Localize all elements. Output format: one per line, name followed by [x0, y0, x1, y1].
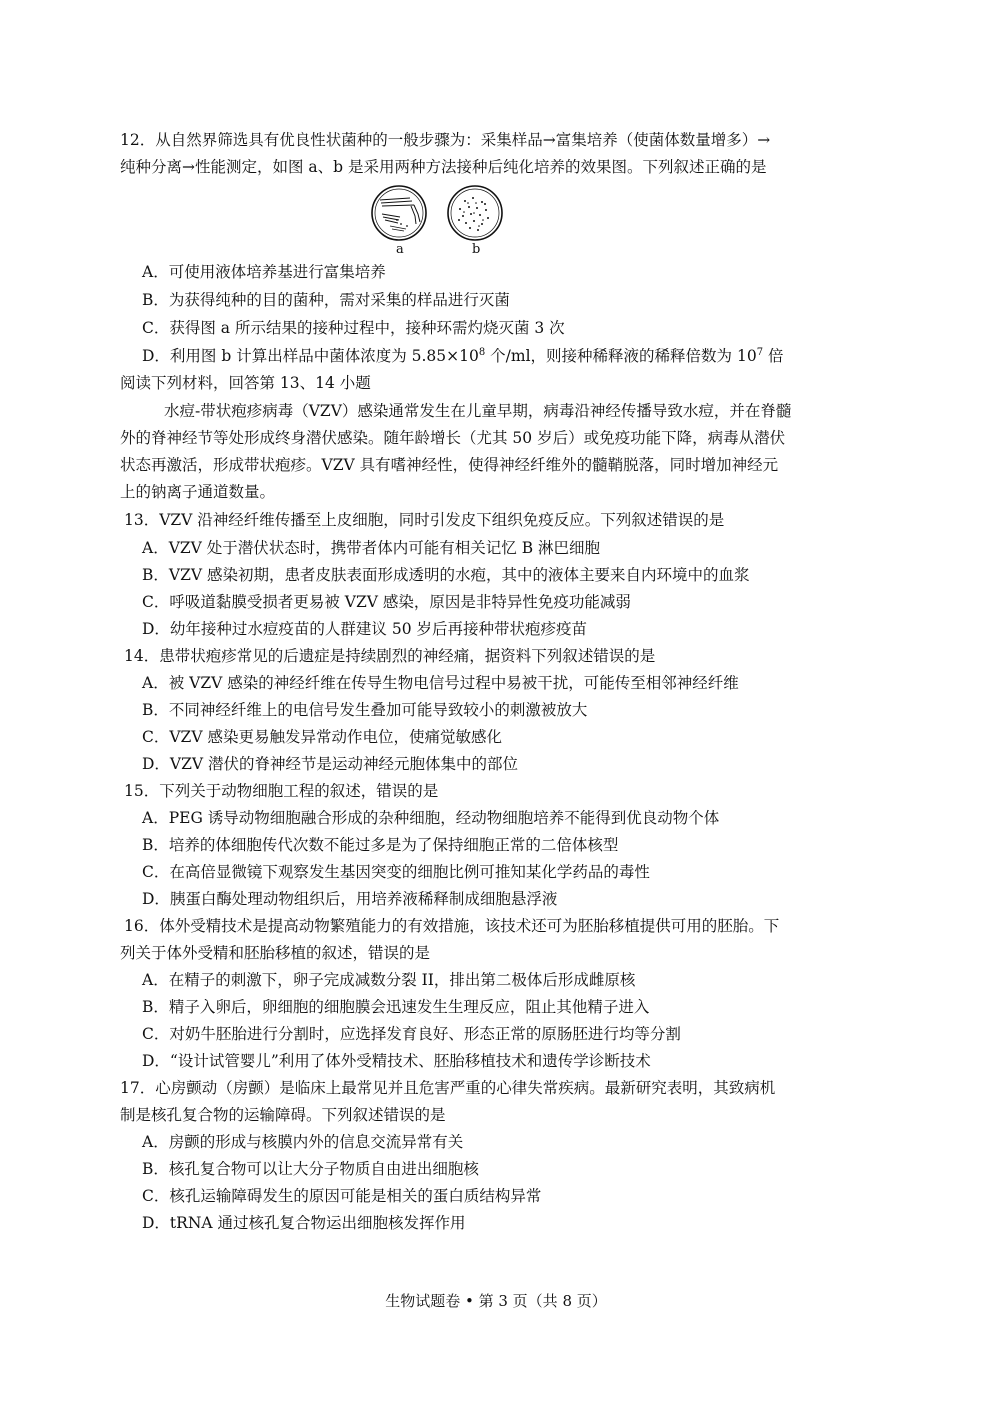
- q15-option-b: B．培养的体细胞传代次数不能过多是为了保持细胞正常的二倍体核型: [142, 836, 619, 854]
- material-paragraph-line1: 水痘-带状疱疹病毒（VZV）感染通常发生在儿童早期，病毒沿神经传播导致水痘，并在脊髓: [164, 402, 792, 420]
- q14-option-d: D．VZV 潜伏的脊神经节是运动神经元胞体集中的部位: [142, 755, 519, 773]
- q13-stem: 13．VZV 沿神经纤维传播至上皮细胞，同时引发皮下组织免疫反应。下列叙述错误的是: [124, 511, 725, 529]
- q13-option-a: A．VZV 处于潜伏状态时，携带者体内可能有相关记忆 B 淋巴细胞: [142, 539, 601, 557]
- q12-option-d-exponent-2: 7: [756, 346, 764, 358]
- q15-option-a: A．PEG 诱导动物细胞融合形成的杂种细胞，经动物细胞培养不能得到优良动物个体: [142, 809, 720, 827]
- q16-stem-line1: 16．体外受精技术是提高动物繁殖能力的有效措施，该技术还可为胚胎移植提供可用的胚胎。下: [124, 917, 780, 935]
- q17-option-b: B．核孔复合物可以让大分子物质自由进出细胞核: [142, 1160, 479, 1178]
- q16-option-b: B．精子入卵后，卵细胞的细胞膜会迅速发生生理反应，阻止其他精子进入: [142, 998, 650, 1016]
- q14-stem: 14．患带状疱疹常见的后遗症是持续剧烈的神经痛，据资料下列叙述错误的是: [124, 647, 656, 665]
- material-intro: 阅读下列材料，回答第 13、14 小题: [120, 374, 371, 392]
- q17-option-c: C．核孔运输障碍发生的原因可能是相关的蛋白质结构异常: [142, 1187, 542, 1205]
- q16-option-c: C．对奶牛胚胎进行分割时，应选择发育良好、形态正常的原肠胚进行均等分割: [142, 1025, 681, 1043]
- material-paragraph-line3: 状态再激活，形成带状疱疹。VZV 具有嗜神经性，使得神经纤维外的髓鞘脱落，同时增加神经元: [120, 456, 779, 474]
- figure-label-a: a: [396, 242, 404, 257]
- q12-option-d-exponent-1: 8: [478, 346, 486, 358]
- q14-option-b: B．不同神经纤维上的电信号发生叠加可能导致较小的刺激被放大: [142, 701, 588, 719]
- q12-option-d-text-3: 倍: [763, 347, 784, 365]
- q16-option-a: A．在精子的刺激下，卵子完成减数分裂 II，排出第二极体后形成雌原核: [142, 971, 636, 989]
- q15-option-d: D．胰蛋白酶处理动物组织后，用培养液稀释制成细胞悬浮液: [142, 890, 558, 908]
- q17-stem-line1: 17．心房颤动（房颤）是临床上最常见并且危害严重的心律失常疾病。最新研究表明，其致病机: [120, 1079, 776, 1097]
- q15-option-c: C．在高倍显微镜下观察发生基因突变的细胞比例可推知某化学药品的毒性: [142, 863, 650, 881]
- q12-option-d: [142, 346, 784, 366]
- q17-stem-line2: 制是核孔复合物的运输障碍。下列叙述错误的是: [120, 1106, 446, 1124]
- petri-dish-a: [372, 186, 426, 240]
- page-footer: 生物试题卷 • 第 3 页（共 8 页）: [385, 1292, 607, 1310]
- q12-stem-line1: 12．从自然界筛选具有优良性状菌种的一般步骤为：采集样品→富集培养（使菌体数量增多）→: [120, 131, 771, 149]
- q12-option-c: C．获得图 a 所示结果的接种过程中，接种环需灼烧灭菌 3 次: [142, 319, 565, 337]
- q13-option-c: C．呼吸道黏膜受损者更易被 VZV 感染，原因是非特异性免疫功能减弱: [142, 593, 631, 611]
- q17-option-a: A．房颤的形成与核膜内外的信息交流异常有关: [142, 1133, 464, 1151]
- q13-option-d: D．幼年接种过水痘疫苗的人群建议 50 岁后再接种带状疱疹疫苗: [142, 620, 588, 638]
- material-paragraph-line2: 外的脊神经节等处形成终身潜伏感染。随年龄增长（尤其 50 岁后）或免疫功能下降，病毒从潜伏: [120, 429, 786, 447]
- q12-option-d-text-1: D．利用图 b 计算出样品中菌体浓度为 5.85×10: [142, 347, 479, 365]
- petri-dish-figure: [370, 184, 520, 260]
- material-paragraph-line4: 上的钠离子通道数量。: [120, 483, 276, 501]
- q12-stem-line2: 纯种分离→性能测定，如图 a、b 是采用两种方法接种后纯化培养的效果图。下列叙述正确的是: [120, 158, 767, 176]
- q13-option-b: B．VZV 感染初期，患者皮肤表面形成透明的水疱，其中的液体主要来自内环境中的血浆: [142, 566, 750, 584]
- q15-stem: 15．下列关于动物细胞工程的叙述，错误的是: [124, 782, 439, 800]
- q16-option-d: D．“设计试管婴儿”利用了体外受精技术、胚胎移植技术和遗传学诊断技术: [142, 1052, 651, 1070]
- q17-option-d: D．tRNA 通过核孔复合物运出细胞核发挥作用: [142, 1214, 466, 1232]
- q16-stem-line2: 列关于体外受精和胚胎移植的叙述，错误的是: [120, 944, 431, 962]
- q12-option-d-text-2: 个/ml，则接种稀释液的稀释倍数为 10: [485, 347, 757, 365]
- q14-option-c: C．VZV 感染更易触发异常动作电位，使痛觉敏感化: [142, 728, 502, 746]
- q12-option-b: B．为获得纯种的目的菌种，需对采集的样品进行灭菌: [142, 291, 510, 309]
- q14-option-a: A．被 VZV 感染的神经纤维在传导生物电信号过程中易被干扰，可能传至相邻神经纤维: [142, 674, 739, 692]
- petri-dish-b: [448, 186, 502, 240]
- figure-label-b: b: [472, 242, 481, 257]
- petri-dish-illustration: [370, 184, 520, 256]
- q12-option-a: A．可使用液体培养基进行富集培养: [142, 263, 386, 281]
